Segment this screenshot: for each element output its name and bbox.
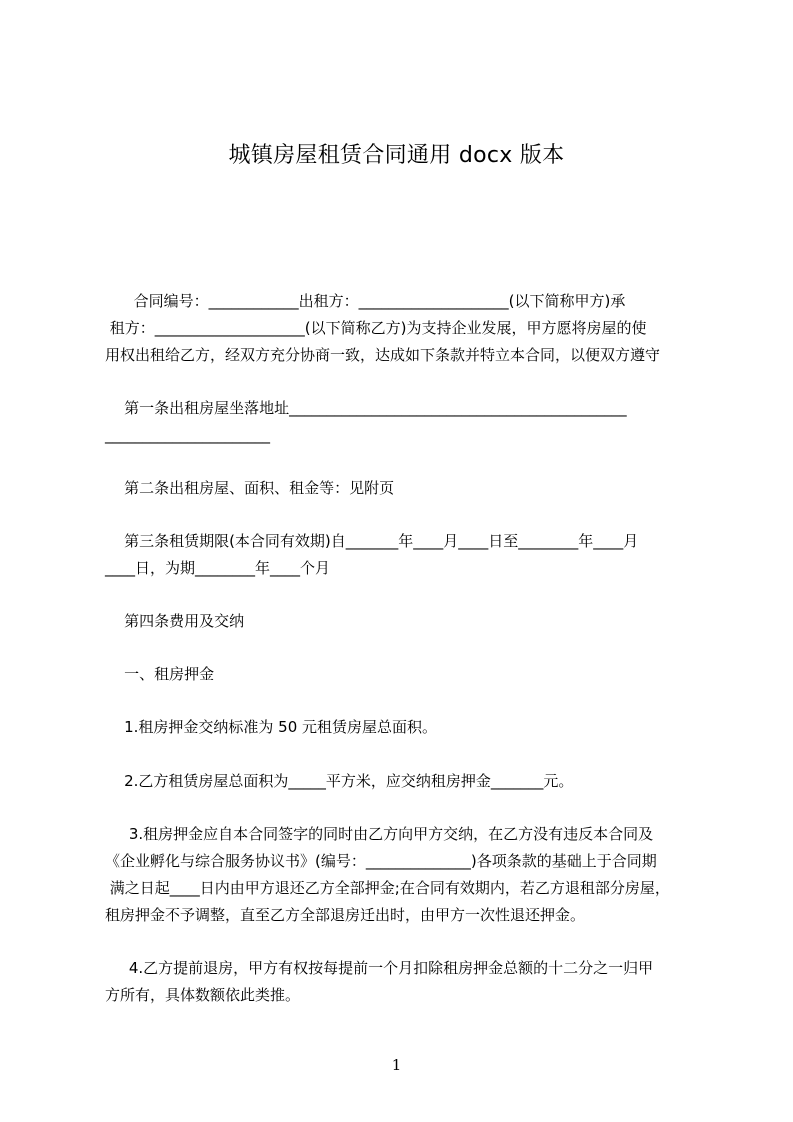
page-number: 1: [391, 1056, 402, 1074]
item-2-line: 2.乙方租赁房屋总面积为_____平方米，应交纳租房押金_______元。: [105, 772, 574, 790]
document-title: 城镇房屋租赁合同通用 docx 版本: [228, 143, 565, 168]
item-3-line: 满之日起____日内由甲方退还乙方全部押金;在合同有效期内，若乙方退租部分房屋，: [105, 879, 670, 897]
paragraph-line: 用权出租给乙方，经双方充分协商一致，达成如下条款并特立本合同，以便双方遵守: [105, 346, 661, 364]
paragraph-line: 合同编号：____________出租方：____________________(以下简称甲方)承: [105, 292, 626, 310]
clause-3-line: ____日，为期________年____个月: [105, 559, 331, 577]
item-1-line: 1.租房押金交纳标准为 50 元租赁房屋总面积。: [105, 718, 438, 736]
clause-1-line: 第一条出租房屋坐落地址_____________________________________________: [105, 399, 627, 417]
clause-1-line: ______________________: [105, 426, 270, 444]
clause-2-line: 第二条出租房屋、面积、租金等：见附页: [105, 479, 395, 497]
item-3-line: 租房押金不予调整，直至乙方全部退房迁出时，由甲方一次性退还押金。: [105, 906, 586, 924]
item-3-line: 《企业孵化与综合服务协议书》(编号：______________)各项条款的基础上于合同期: [105, 852, 657, 870]
item-4-line: 方所有，具体数额依此类推。: [105, 986, 301, 1004]
paragraph-line: 租方：____________________(以下简称乙方)为支持企业发展，甲方愿将房屋的使: [105, 319, 647, 337]
clause-3-line: 第三条租赁期限(本合同有效期)自_______年____月____日至________年____月: [105, 532, 639, 550]
section-heading: 一、租房押金: [105, 665, 215, 683]
clause-4-heading: 第四条费用及交纳: [105, 612, 245, 630]
item-3-line: 3.租房押金应自本合同签字的同时由乙方向甲方交纳，在乙方没有违反本合同及: [105, 825, 654, 843]
item-4-line: 4.乙方提前退房，甲方有权按每提前一个月扣除租房押金总额的十二分之一归甲: [105, 959, 654, 977]
